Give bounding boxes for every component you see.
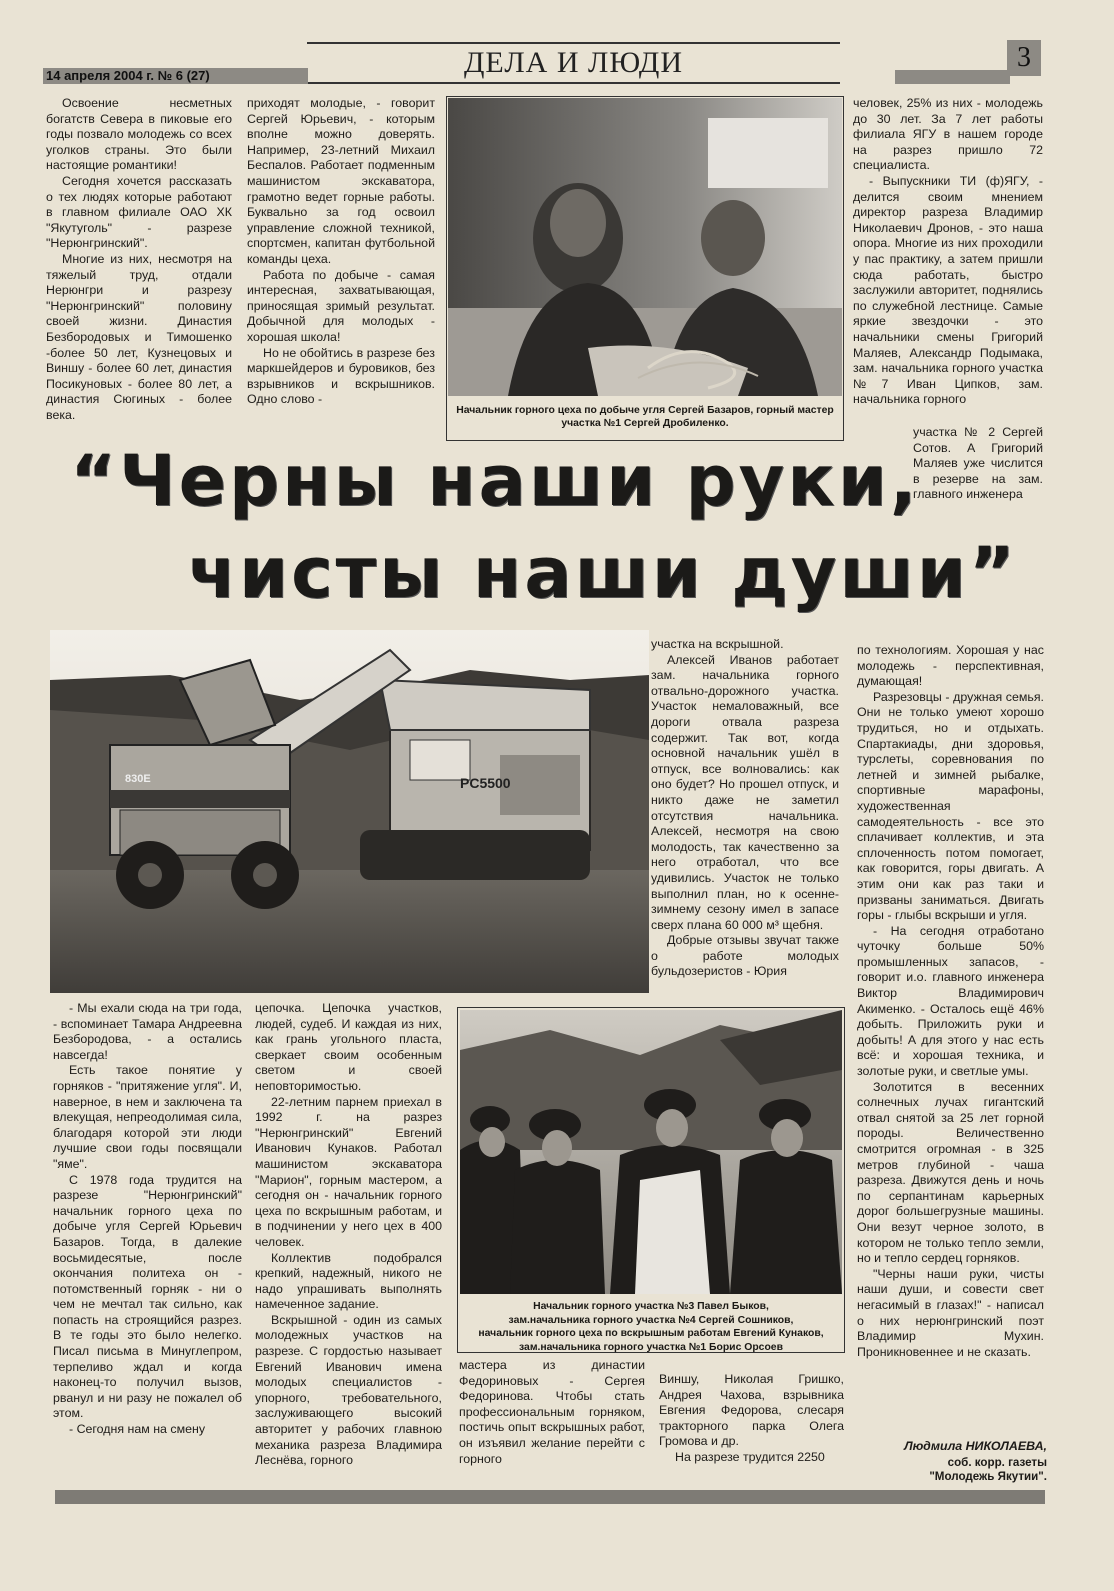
paragraph: На разрезе трудится 2250 bbox=[675, 1449, 825, 1464]
paragraph: Разрезовцы - дружная семья. Они не только умеют хорошо трудиться, но и отдыхать. Спартакиады, дни здоровья, турслеты, соревнования по летней и зимней рыбалке, спортивные марафоны, художественная самодеятельность - все это сплачивает коллектив, и эта сплоченность потом помогает, как говорится, горы двигать. А этим они как раз таки и призваны заниматься. Двигать горы - глыбы вскрыши и угля. bbox=[857, 689, 1044, 923]
page-number: 3 bbox=[1007, 40, 1041, 76]
paragraph: Алексей Иванов работает зам. начальника горного отвально-дорожного участка. Участок немаловажный, все дороги отвала разреза содержит. Так вот, когда основной начальник ушёл в отпуск, все волновались: как оно будет? Но прошел отпуск, и никто даже не заметил отсутствия начальника. Алексей, несмотря на свою молодость, так качественно за него отработал, что все удивились. Участок не только выполнил план, но к осенне-зимнему сезону имел в запасе сверх плана 60 000 м³ щебня. bbox=[651, 652, 839, 932]
excavator-photo bbox=[50, 630, 649, 993]
paragraph: Коллектив подобрался крепкий, надежный, никого не надо упрашивать выполнять намеченное задание. bbox=[255, 1250, 442, 1312]
header-rule-bottom bbox=[307, 82, 840, 84]
paragraph: С 1978 года трудится на разрезе "Нерюнгринский" начальник горного цеха по добыче угля Сергей Юрьевич Базаров. Тогда, в далекие восьмидесятые, после окончания политеха он - потомственный горняк - ни о чем не мечтал так сильно, как попасть на строящийся разрез. В те годы это было нелегко. Писал письма в Минуглепром, терпеливо ждал и когда наконец-то получил вызов, рванул и ни разу не пожалел об этом. bbox=[53, 1172, 242, 1421]
paragraph: Но не обойтись в разрезе без маркшейдеров и буровиков, без взрывников и вскрышников. Одно слово - bbox=[247, 345, 435, 407]
paragraph: Добрые отзывы звучат также о работе молодых бульдозеристов - Юрия bbox=[651, 933, 839, 979]
footer-bar bbox=[55, 1490, 1045, 1504]
paragraph: - На сегодня отработано чуточку больше 50% промышленных запасов, - говорит и.о. главного инженера Виктор Владимирович Акименко. - Осталось ещё 46% добыть. Приложить руки и добыть! А для этого у нас есть всё: и хорошая техника, и золотые руки, и светлые умы. bbox=[857, 923, 1044, 1079]
paragraph: Золотится в весенних солнечных лучах гигантский отвал снятой за 25 лет горной породы. Величественно смотрится огромная - в 325 метров глубиной - чаша разреза. Движутся день и ночь по серпантинам карьерных дорог большегрузные машины. Они везут черное золото, в котором не только тепло земли, но и тепло сердец горняков. bbox=[857, 1079, 1044, 1266]
header-right-bar bbox=[895, 70, 1010, 84]
caption-line: зам.начальника горного участка №1 Борис Орсоев bbox=[519, 1341, 783, 1353]
paragraph: Сегодня хочется рассказать о тех людях которые работают в главном филиале ОАО ХК "Якутуголь" - разрезе "Нерюнгринский". bbox=[46, 173, 232, 251]
article-column-3 bbox=[853, 96, 1043, 426]
article-column-9 bbox=[659, 1372, 844, 1472]
paragraph: Есть такое понятие у горняков - "притяжение угля". И, наверное, в нем и заключена та влекущая, непреодолимая сила, благодаря которой эти люди лучшие свои годы посвящали "яме". bbox=[53, 1063, 242, 1171]
paragraph: Работа по добыче - самая интересная, захватывающая, приносящая зримый результат. Добычной для молодых - хорошая школа! bbox=[247, 267, 435, 344]
caption-line: начальник горного цеха по вскрышным работам Евгений Кунаков, bbox=[478, 1328, 824, 1339]
top-photo-caption: Начальник горного цеха по добыче угля Сергей Базаров, горный мастер участка №1 Сергей Дробиленко. bbox=[456, 405, 834, 429]
section-title: ДЕЛА И ЛЮДИ bbox=[463, 46, 684, 79]
caption-line: Начальник горного участка №3 Павел Быков, bbox=[533, 1301, 769, 1312]
paragraph: человек, 25% из них - молодежь до 30 лет. За 7 лет работы филиала ЯГУ в нашем городе на разрез пришло 72 специалиста. bbox=[853, 96, 1043, 173]
article-column-6 bbox=[53, 1001, 242, 1471]
article-column-2 bbox=[247, 96, 435, 426]
caption-line: зам.начальника горного участка №4 Сергей Сошников, bbox=[508, 1314, 794, 1326]
article-column-5 bbox=[857, 643, 1044, 1433]
article-column-3-continued bbox=[913, 425, 1043, 520]
office-photo bbox=[448, 98, 842, 396]
issue-date: 14 апреля 2004 г. № 6 (27) bbox=[43, 68, 308, 84]
headline-line-1: “Черны наши руки, bbox=[70, 440, 920, 522]
group-photo-caption bbox=[460, 1300, 842, 1354]
truck-number-label: 830E bbox=[125, 773, 151, 785]
paragraph: цепочка. Цепочка участков, людей, судеб. И каждая из них, как грань угольного пласта, сверкает своим особенным светом и своей неповторимостью. bbox=[255, 1001, 442, 1093]
author-name: Людмила НИКОЛАЕВА, bbox=[904, 1439, 1047, 1453]
article-column-8 bbox=[459, 1358, 645, 1471]
paragraph: - Сегодня нам на смену bbox=[69, 1422, 206, 1437]
article-column-7 bbox=[255, 1001, 442, 1471]
paragraph: участка № 2 Сергей Сотов. А Григорий Маляев уже числится в резерве на зам. главного инженера bbox=[913, 425, 1043, 502]
headline-line-2: чисты наши души” bbox=[188, 532, 1018, 614]
group-photo bbox=[460, 1010, 842, 1294]
paragraph: Вскрышной - один из самых молодежных участков на разрезе. С гордостью называет Евгений Иванович имена молодых специалистов - упорного, требовательного, заслуживающего высокий авторитет у рабочих главною механика разреза Владимира Леснёва, горного bbox=[255, 1312, 442, 1468]
paragraph: 22-летним парнем приехал в 1992 г. на разрез "Нерюнгринский" Евгений Иванович Кунаков. Работал машинистом экскаватора "Марион", горным мастером, а сегодня он - начальник горного цеха по вскрышным работам, и в подчинении у него цех в 400 человек. bbox=[255, 1094, 442, 1249]
paragraph: - Мы ехали сюда на три года, - вспоминает Тамара Андреевна Безбородова, - а остались навсегда! bbox=[53, 1001, 242, 1062]
paragraph: Многие из них, несмотря на тяжелый труд, отдали Нерюнгри и разрезу "Нерюнгринский" половину своей жизни. Династия Безбородовых и Тимошенко -более 50 лет, Кузнецовых и Виншу - более 60 лет, династия Посикуновых - более 80 лет, а династия Сюгиных - более века. bbox=[46, 251, 232, 422]
paragraph: "Черны наши руки, чисты наши души, и совести свет негасимый в глазах!" - написал о них нерюнгринский поэт Владимир Мухин. Проникновеннее и не сказать. bbox=[857, 1266, 1044, 1359]
paragraph: по технологиям. Хорошая у нас молодежь - перспективная, думающая! bbox=[857, 643, 1044, 689]
paragraph: приходят молодые, - говорит Сергей Юрьевич, - которым вполне можно доверять. Например, 23-летний Михаил Беспалов. Работает подменным машинистом экскаватора, грамотно ведет горные работы. Буквально за год освоил управление сложной техникой, спортсмен, капитан футбольной команды цеха. bbox=[247, 96, 435, 266]
article-column-4 bbox=[651, 637, 839, 997]
author-role: соб. корр. газеты bbox=[947, 1456, 1047, 1469]
excavator-model-label: PC5500 bbox=[460, 775, 511, 791]
paragraph: - Выпускники ТИ (ф)ЯГУ, - делится своим мнением директор разреза Владимир Николаевич Дронов, - это наша опора. Многие из них проходили у пас практику, а затем пришли сюда работать, быстро заслужили авторитет, поднялись по служебной лестнице. Самые яркие звездочки - это начальники смены Григорий Маляев, Александр Подымака, зам. начальника горного участка №7 Иван Ципков, зам. начальника горного bbox=[853, 173, 1043, 407]
paragraph: Освоение несметных богатств Севера в пиковые его годы позвало молодежь со всех уголков страны. Это были настоящие романтики! bbox=[46, 96, 232, 173]
paragraph: Виншу, Николая Гришко, Андрея Чахова, взрывника Евгения Федорова, слесаря тракторного парка Олега Громова и др. bbox=[659, 1372, 844, 1449]
article-column-1 bbox=[46, 96, 232, 426]
author-paper: "Молодежь Якутии". bbox=[929, 1470, 1047, 1483]
paragraph: мастера из династии Федориновых - Сергея Федоринова. Чтобы стать профессиональным горняком, постичь опыт вскрышных работ, он изъявил желание перейти с горного bbox=[459, 1358, 645, 1466]
paragraph: участка на вскрышной. bbox=[651, 637, 784, 651]
